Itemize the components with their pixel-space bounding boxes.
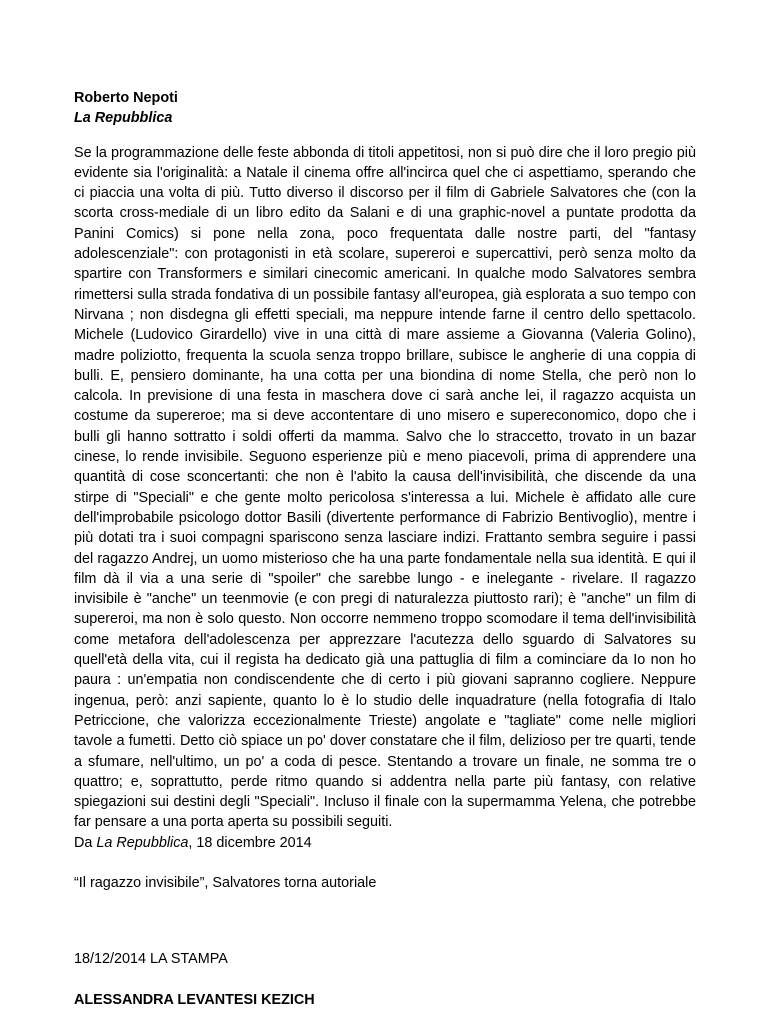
credit-date: , 18 dicembre 2014 (188, 834, 312, 851)
review-author: Roberto Nepoti (74, 90, 178, 106)
article-headline: “Il ragazzo invisibile”, Salvatores torna autoriale (74, 874, 377, 891)
credit-prefix: Da (74, 834, 97, 851)
article-author: ALESSANDRA LEVANTESI KEZICH (74, 991, 315, 1008)
review-source: La Repubblica (74, 110, 173, 127)
article-date-line: 18/12/2014 LA STAMPA (74, 951, 228, 968)
document-page (74, 88, 696, 1010)
credit-source: La Repubblica (96, 834, 189, 851)
review-body: Se la programmazione delle feste abbonda di titoli appetitosi, non si può dire che il loro pregio più evidente sia l'originalità: a Natale il cinema offre all'incirca quel che ci aspettiamo, sperando che ci piaccia una volta di più. Tutto diverso il discorso per il film di Gabriele Salvatores che (con la scorta cross-mediale di un libro edito da Salani e di una graphic-novel a puntate prodotta da Panini Comics) si pone nella zona, poco frequentata dalle nostre parti, del "fantasy adolescenziale": con protagonisti in età scolare, supereroi e supercattivi, però senza molto da spartire con Transformers e similari cinecomic americani. In qualche modo Salvatores sembra rimettersi sulla strada fondativa di un possibile fantasy all'europea, già esplorata a suo tempo con Nirvana ; non disdegna gli effetti speciali, ma neppure intende farne il centro dello spettacolo. Michele (Ludovico Girardello) vive in una città di mare assieme a Giovanna (Valeria Golino), madre poliziotto, frequenta la scuola senza troppo brillare, subisce le angherie di una coppia di bulli. E, pensiero dominante, ha una cotta per una biondina di nome Stella, che però non lo calcola. In previsione di una festa in maschera dove ci sarà anche lei, il ragazzo acquista un costume da supereroe; ma si deve accontentare di uno misero e supereconomico, dopo che i bulli gli hanno sottratto i soldi offerti da mamma. Salvo che lo straccetto, trovato in un bazar cinese, lo rende invisibile. Seguono esperienze più e meno piacevoli, prima di apprendere una quantità di cose sconcertanti: che non è l'abito la causa dell'invisibilità, che discende da una stirpe di "Speciali" e che gente molto pericolosa s'interessa a lui. Michele è affidato alle cure dell'improbabile psicologo dottor Basili (divertente performance di Fabrizio Bentivoglio), mentre i più dotati tra i suoi compagni spariscono senza lasciare indizi. Frattanto sembra seguire i passi del ragazzo Andrej, un uomo misterioso che ha una parte fondamentale nella sua identità. E qui il film dà il via a una serie di "spoiler" che sarebbe lungo - e inelegante - rivelare. Il ragazzo invisibile è "anche" un teenmovie (e con pregi di naturalezza piuttosto rari); è "anche" un film di supereroi, ma non è solo questo. Non occorre nemmeno troppo scomodare il tema dell'invisibilità come metafora dell'adolescenza per apprezzare l'acutezza dello sguardo di Salvatores su quell'età della vita, cui il regista ha dedicato già una pattuglia di film a cominciare da Io non ho paura : un'empatia non condiscendente che di certo i più giovani sapranno cogliere. Neppure ingenua, però: anzi sapiente, quanto lo è lo studio delle inquadrature (nella fotografia di Italo Petriccione, che valorizza eccezionalmente Trieste) angolate e "tagliate" come nelle migliori tavole a fumetti. Detto ciò spiace un po' dover constatare che il film, delizioso per tre quarti, tende a sfumare, nell'ultimo, un po' a coda di pesce. Stentando a trovare un finale, ne somma tre o quattro; e, soprattutto, perde ritmo quando si addentra nella parte più fantasy, con relative spiegazioni sui destini degli "Speciali". Incluso il finale con la supermamma Yelena, che potrebbe far pensare a una porta aperta su possibili seguiti. (74, 144, 696, 831)
review-credit (74, 833, 696, 853)
